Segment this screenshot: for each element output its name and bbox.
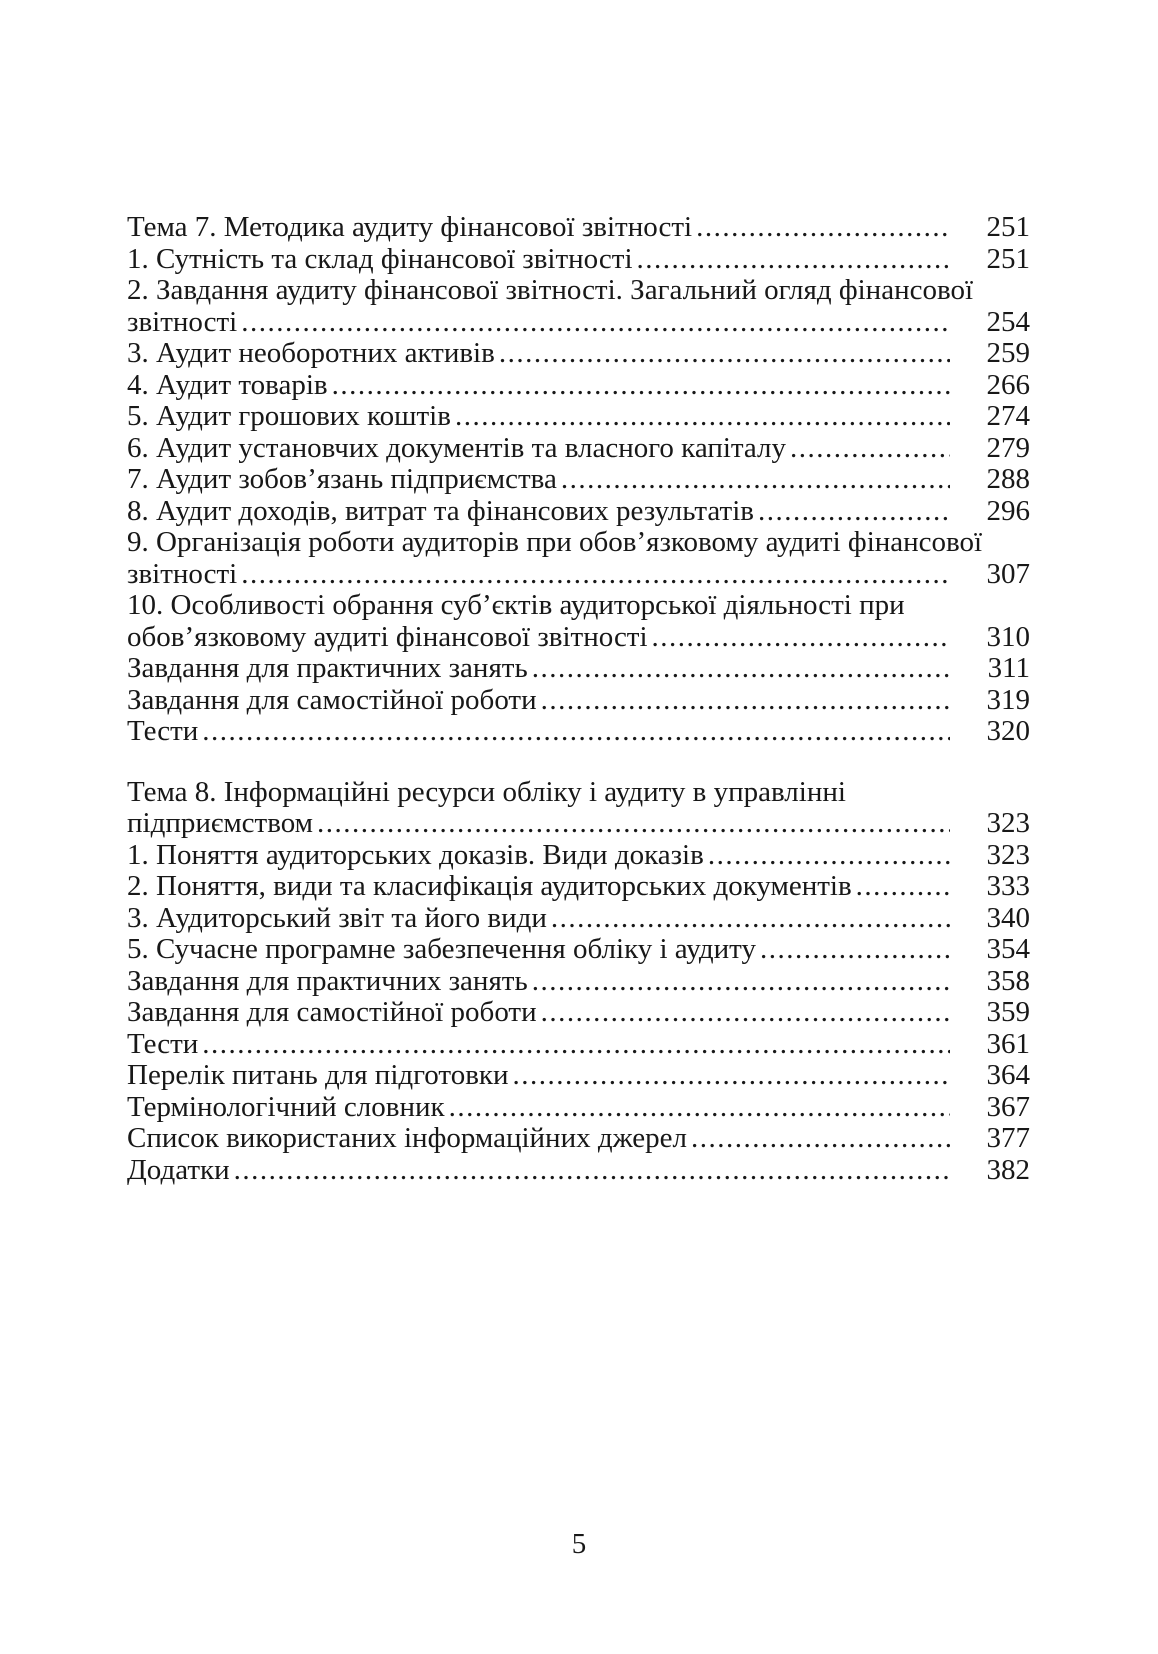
toc-row <box>127 1123 1030 1155</box>
toc-row <box>127 1060 1030 1092</box>
dot-leader <box>202 1029 950 1061</box>
toc-entry-text: Список використаних інформаційних джерел <box>127 1122 687 1154</box>
toc-row <box>127 685 1030 717</box>
toc-page-number: 279 <box>986 431 1030 464</box>
toc-page-number: 333 <box>986 870 1030 902</box>
toc-row <box>127 401 1030 433</box>
toc-row <box>127 212 1030 244</box>
toc-page-number: 354 <box>986 933 1030 965</box>
dot-leader <box>455 401 950 433</box>
toc-page-number: 323 <box>986 838 1030 871</box>
toc-entry-text: звітності <box>127 305 238 338</box>
toc-entry-text: 2. Завдання аудиту фінансової звітності. Загальний огляд фінансової <box>127 274 974 306</box>
toc-entry-text: Термінологічний словник <box>127 1090 445 1123</box>
dot-leader <box>760 934 950 966</box>
dot-leader <box>541 685 950 717</box>
dot-leader <box>513 1060 950 1092</box>
toc-row <box>127 370 1030 402</box>
toc-page-number: 382 <box>986 1153 1030 1186</box>
toc-entry-text: Тести <box>127 1027 199 1060</box>
toc-entry-text: Тести <box>127 715 199 747</box>
toc-page-number: 310 <box>986 620 1030 653</box>
toc-entry-text: Завдання для практичних занять <box>127 652 528 684</box>
toc-row <box>127 244 1030 276</box>
toc-entry-text: 3. Аудиторський звіт та його види <box>127 901 547 934</box>
dot-leader <box>541 997 950 1029</box>
toc-row <box>127 275 1030 307</box>
toc-entry-text: 7. Аудит зобов’язань підприємства <box>127 463 557 495</box>
toc-entry-text: підприємством <box>127 807 314 839</box>
toc-row <box>127 903 1030 935</box>
toc-row <box>127 966 1030 998</box>
toc-page-number: 288 <box>986 463 1030 495</box>
toc-page-number: 251 <box>986 242 1030 275</box>
toc-row <box>127 527 1030 559</box>
dot-leader <box>532 966 950 998</box>
toc-page-number: 320 <box>986 715 1030 747</box>
toc-row <box>127 433 1030 465</box>
toc-page-number: 266 <box>986 368 1030 401</box>
dot-leader <box>561 464 950 496</box>
toc-row <box>127 716 1030 748</box>
toc-row <box>127 777 1030 809</box>
toc-page-number: 259 <box>986 337 1030 369</box>
toc-entry-text: 5. Аудит грошових коштів <box>127 400 451 432</box>
toc-page-number: 361 <box>986 1027 1030 1060</box>
dot-leader <box>856 871 950 903</box>
toc-page-number: 254 <box>986 305 1030 338</box>
toc-entry-text: 1. Поняття аудиторських доказів. Види доказів <box>127 838 704 871</box>
toc-row <box>127 934 1030 966</box>
toc-row <box>127 808 1030 840</box>
toc-page-number: 319 <box>986 683 1030 716</box>
toc-entry-text: Тема 8. Інформаційні ресурси обліку і аудиту в управлінні <box>127 775 846 808</box>
toc-entry-text: 3. Аудит необоротних активів <box>127 337 495 369</box>
toc-row <box>127 559 1030 591</box>
dot-leader <box>790 433 950 465</box>
table-of-contents <box>127 212 1030 1186</box>
toc-entry-text: Додатки <box>127 1153 230 1186</box>
toc-page-number: 311 <box>987 652 1030 684</box>
toc-entry-text: Перелік питань для підготовки <box>127 1059 509 1091</box>
toc-entry-text: 2. Поняття, види та класифікація аудиторських документів <box>127 870 852 902</box>
dot-leader <box>499 338 950 370</box>
toc-page-number: 377 <box>986 1122 1030 1154</box>
toc-entry-text: 4. Аудит товарів <box>127 368 328 401</box>
dot-leader <box>234 1155 950 1187</box>
toc-row <box>127 840 1030 872</box>
toc-entry-text: 9. Організація роботи аудиторів при обов’язковому аудиті фінансової <box>127 526 983 558</box>
dot-leader <box>241 307 950 339</box>
toc-row <box>127 622 1030 654</box>
toc-row <box>127 997 1030 1029</box>
toc-section-theme-8 <box>127 777 1030 1187</box>
toc-row <box>127 496 1030 528</box>
toc-entry-text: Тема 7. Методика аудиту фінансової звітності <box>127 211 693 243</box>
dot-leader <box>532 653 950 685</box>
toc-row <box>127 338 1030 370</box>
dot-leader <box>691 1123 950 1155</box>
dot-leader <box>652 622 950 654</box>
folio-page-number: 5 <box>571 1528 587 1560</box>
toc-section-theme-7 <box>127 212 1030 748</box>
toc-page-number: 323 <box>986 807 1030 839</box>
toc-entry-text: звітності <box>127 557 238 590</box>
toc-entry-text: 6. Аудит установчих документів та власного капіталу <box>127 431 787 464</box>
toc-entry-text: 10. Особливості обрання суб’єктів аудиторської діяльності при <box>127 589 905 621</box>
toc-row <box>127 590 1030 622</box>
dot-leader <box>551 903 950 935</box>
dot-leader <box>317 808 950 840</box>
dot-leader <box>449 1092 950 1124</box>
dot-leader <box>696 212 950 244</box>
toc-page-number: 251 <box>986 211 1030 243</box>
dot-leader <box>708 840 950 872</box>
toc-entry-text: 1. Сутність та склад фінансової звітності <box>127 242 633 275</box>
toc-page-number: 340 <box>986 901 1030 934</box>
toc-row <box>127 1155 1030 1187</box>
toc-entry-text: 8. Аудит доходів, витрат та фінансових результатів <box>127 494 754 527</box>
toc-row <box>127 871 1030 903</box>
toc-entry-text: Завдання для практичних занять <box>127 964 528 997</box>
dot-leader <box>332 370 950 402</box>
dot-leader <box>758 496 950 528</box>
toc-page-number: 358 <box>986 964 1030 997</box>
toc-page-number: 296 <box>986 494 1030 527</box>
toc-entry-text: Завдання для самостійної роботи <box>127 996 537 1028</box>
toc-row <box>127 464 1030 496</box>
toc-page-number: 367 <box>986 1090 1030 1123</box>
toc-page-number: 359 <box>986 996 1030 1028</box>
page-footer <box>0 1528 1158 1560</box>
dot-leader <box>202 716 950 748</box>
toc-entry-text: 5. Сучасне програмне забезпечення обліку і аудиту <box>127 933 756 965</box>
toc-page-number: 364 <box>986 1059 1030 1091</box>
toc-entry-text: обов’язковому аудиті фінансової звітності <box>127 620 648 653</box>
toc-entry-text: Завдання для самостійної роботи <box>127 683 537 716</box>
toc-page-number: 274 <box>986 400 1030 432</box>
toc-row <box>127 1092 1030 1124</box>
dot-leader <box>637 244 950 276</box>
toc-row <box>127 1029 1030 1061</box>
toc-row <box>127 307 1030 339</box>
toc-page-number: 307 <box>986 557 1030 590</box>
toc-row <box>127 653 1030 685</box>
dot-leader <box>241 559 950 591</box>
